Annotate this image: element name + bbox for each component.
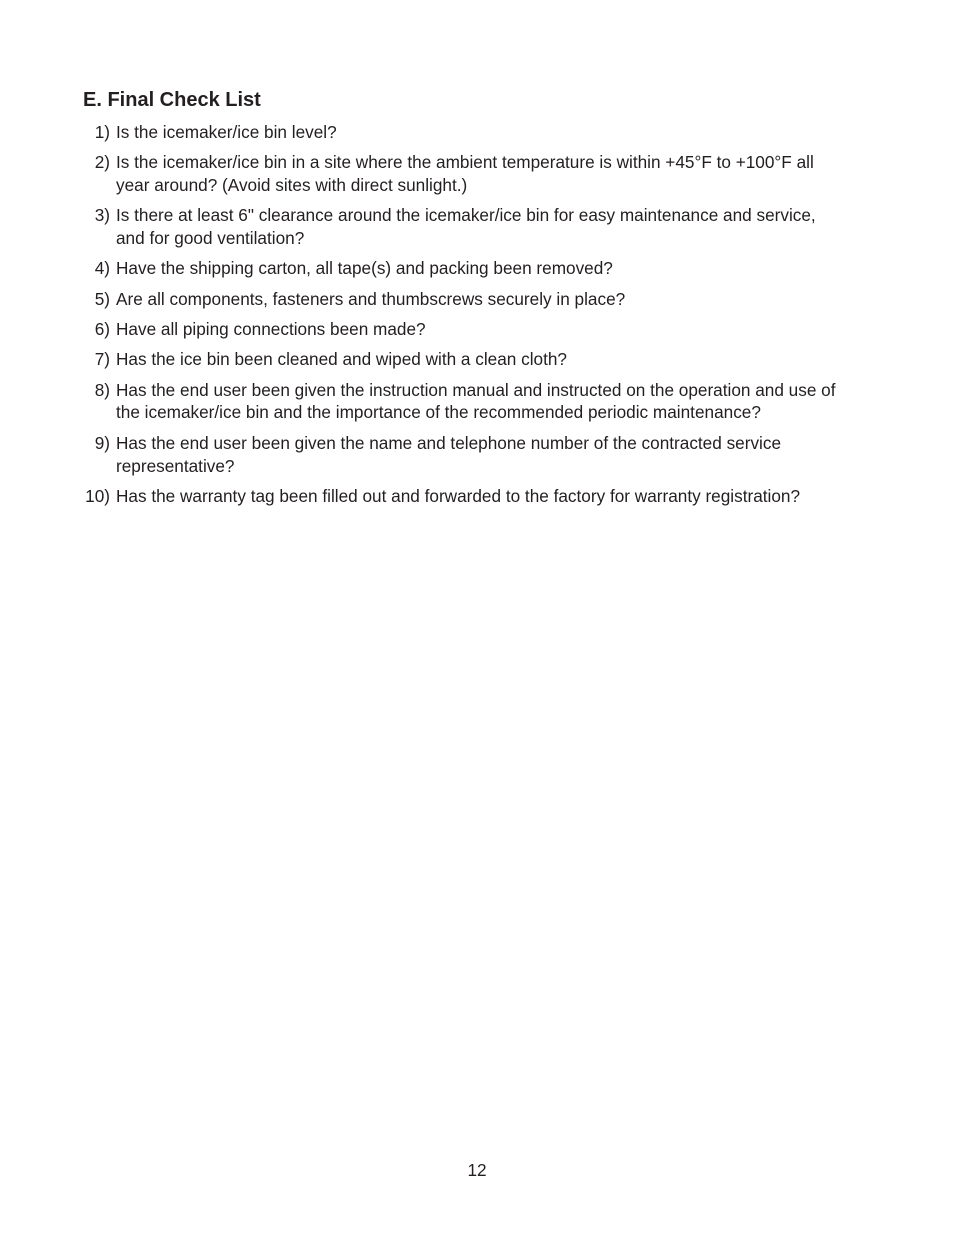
list-item: [0, 151, 846, 197]
list-item: [0, 288, 846, 311]
list-item: [0, 432, 846, 478]
list-item: [0, 257, 846, 280]
item-number: 3): [94, 205, 110, 226]
item-text: Have the shipping carton, all tape(s) and packing been removed?: [116, 258, 613, 279]
item-number: 10): [85, 485, 110, 506]
item-number: 7): [94, 349, 110, 370]
list-item: [0, 121, 846, 144]
item-number: 5): [94, 288, 110, 309]
item-number: 4): [94, 258, 110, 279]
section-title: E. Final Check List: [83, 89, 261, 111]
item-text: Has the end user been given the name and telephone number of the contracted service representative?: [116, 432, 782, 476]
item-number: 2): [94, 152, 110, 173]
item-number: 1): [94, 122, 110, 142]
item-text: Has the warranty tag been filled out and forwarded to the factory for warranty registration?: [116, 485, 801, 506]
final-check-list: [0, 121, 954, 515]
list-item: [0, 485, 846, 508]
item-text: Are all components, fasteners and thumbscrews securely in place?: [116, 288, 626, 309]
item-number: 8): [94, 379, 110, 400]
list-item: [0, 204, 846, 250]
list-item: [0, 379, 846, 425]
item-text: Is the icemaker/ice bin in a site where the ambient temperature is within +45°F to +100°F all year around? (Avoid sites with direct sunlight.): [116, 152, 814, 196]
page-number: 12: [467, 1160, 487, 1180]
item-text: Has the end user been given the instruction manual and instructed on the operation and use of the icemaker/ice bin and the importance of the recommended periodic maintenance?: [116, 379, 836, 423]
item-text: Is there at least 6" clearance around the icemaker/ice bin for easy maintenance and service, and for good ventilation?: [116, 205, 816, 249]
item-number: 9): [94, 432, 110, 453]
list-item: [0, 318, 846, 341]
item-text: Is the icemaker/ice bin level?: [116, 122, 337, 142]
item-text: Has the ice bin been cleaned and wiped with a clean cloth?: [116, 349, 567, 370]
item-text: Have all piping connections been made?: [116, 319, 426, 340]
list-item: [0, 348, 846, 371]
item-number: 6): [94, 319, 110, 340]
